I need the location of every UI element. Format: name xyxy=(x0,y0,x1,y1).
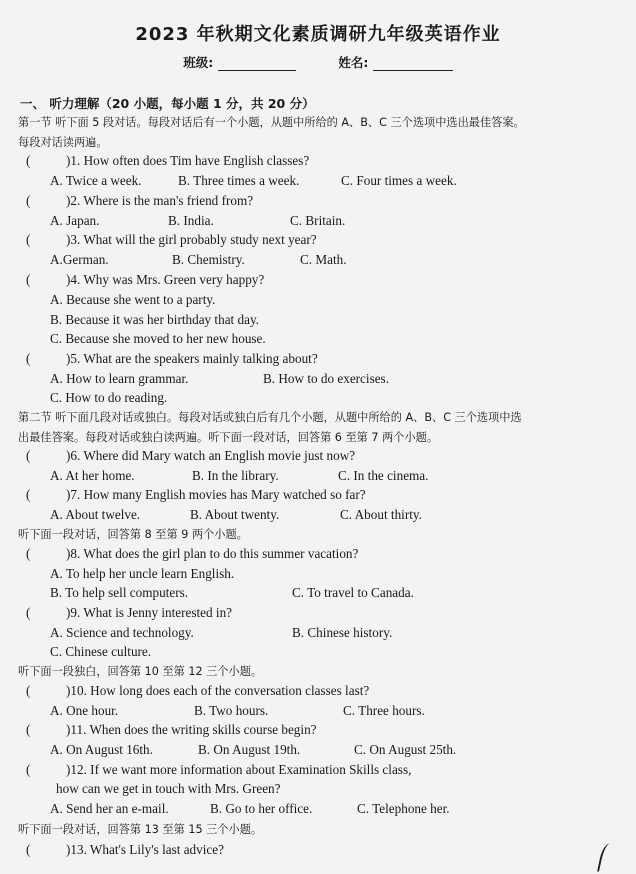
question-stem: )9. What is Jenny interested in? xyxy=(66,605,233,620)
option-b: B. Chinese history. xyxy=(292,625,393,640)
option-b: B. Three times a week. xyxy=(178,173,300,188)
question-5 xyxy=(26,351,318,367)
option-a: A. Send her an e-mail. xyxy=(50,801,169,816)
question-6 xyxy=(26,448,355,464)
option-a: A. Science and technology. xyxy=(50,625,194,640)
option-c: C. On August 25th. xyxy=(354,742,457,757)
option-a: A. Twice a week. xyxy=(50,173,142,188)
question-1 xyxy=(26,153,309,169)
question-stem: )5. What are the speakers mainly talking about? xyxy=(66,351,318,366)
answer-blank[interactable]: ( xyxy=(26,487,31,502)
question-9 xyxy=(26,605,232,621)
option-b: B. Go to her office. xyxy=(210,801,313,816)
question-stem: )6. Where did Mary watch an English movie just now? xyxy=(66,448,356,463)
answer-blank[interactable]: ( xyxy=(26,546,31,561)
question-stem: )4. Why was Mrs. Green very happy? xyxy=(66,272,265,287)
answer-blank[interactable]: ( xyxy=(26,448,31,463)
question-7 xyxy=(26,487,366,503)
student-info-row xyxy=(0,53,636,71)
section-heading: 一、 听力理解（20 小题，每小题 1 分，共 20 分） xyxy=(20,96,315,111)
question-12 xyxy=(26,762,411,778)
option-b: B. India. xyxy=(168,213,214,228)
question-stem: )11. When does the writing skills course begin? xyxy=(66,722,317,737)
option-c: C. About thirty. xyxy=(340,507,422,522)
option-b: B. On August 19th. xyxy=(198,742,301,757)
option-a: A. To help her uncle learn English. xyxy=(50,566,235,581)
question-stem: )3. What will the girl probably study next year? xyxy=(66,232,317,247)
pen-mark xyxy=(597,842,615,874)
option-c: C. Britain. xyxy=(290,213,346,228)
option-c: C. Telephone her. xyxy=(357,801,450,816)
answer-blank[interactable]: ( xyxy=(26,232,31,247)
name-field[interactable] xyxy=(373,70,453,71)
option-c: C. In the cinema. xyxy=(338,468,429,483)
option-b: B. About twenty. xyxy=(190,507,280,522)
option-b: B. In the library. xyxy=(192,468,279,483)
answer-blank[interactable]: ( xyxy=(26,683,31,698)
option-c: C. Chinese culture. xyxy=(50,644,152,659)
answer-blank[interactable]: ( xyxy=(26,722,31,737)
name-label: 姓名: xyxy=(338,55,369,70)
option-c: C. Three hours. xyxy=(343,703,425,718)
option-a: A.German. xyxy=(50,252,109,267)
question-8 xyxy=(26,546,358,562)
option-a: A. On August 16th. xyxy=(50,742,153,757)
question-2 xyxy=(26,193,253,209)
question-stem: )12. If we want more information about Examination Skills class, xyxy=(66,762,412,777)
option-a: A. At her home. xyxy=(50,468,135,483)
option-c: C. Math. xyxy=(300,252,347,267)
answer-blank[interactable]: ( xyxy=(26,153,31,168)
question-stem: )7. How many English movies has Mary watched so far? xyxy=(66,487,366,502)
option-a: A. How to learn grammar. xyxy=(50,371,189,386)
question-stem: )8. What does the girl plan to do this summer vacation? xyxy=(66,546,359,561)
question-stem: )2. Where is the man's friend from? xyxy=(66,193,254,208)
question-13 xyxy=(26,842,224,858)
question-stem: )10. How long does each of the conversation classes last? xyxy=(66,683,370,698)
instruction-q8-q9: 听下面一段对话，回答第 8 至第 9 两个小题。 xyxy=(18,528,248,541)
instruction-q10-q12: 听下面一段独白，回答第 10 至第 12 三个小题。 xyxy=(18,665,263,678)
option-a: A. Japan. xyxy=(50,213,100,228)
answer-blank[interactable]: ( xyxy=(26,351,31,366)
option-b: B. How to do exercises. xyxy=(263,371,389,386)
option-b: B. Chemistry. xyxy=(172,252,245,267)
option-c: C. How to do reading. xyxy=(50,390,168,405)
instruction-q13-q15: 听下面一段对话，回答第 13 至第 15 三个小题。 xyxy=(18,823,263,836)
answer-blank[interactable]: ( xyxy=(26,762,31,777)
option-b: B. Because it was her birthday that day. xyxy=(50,312,259,327)
option-a: A. One hour. xyxy=(50,703,119,718)
answer-blank[interactable]: ( xyxy=(26,605,31,620)
class-label: 班级: xyxy=(183,55,214,70)
answer-blank[interactable]: ( xyxy=(26,193,31,208)
question-10 xyxy=(26,683,369,699)
option-a: A. About twelve. xyxy=(50,507,141,522)
question-3 xyxy=(26,232,317,248)
option-c: C. Because she moved to her new house. xyxy=(50,331,266,346)
answer-blank[interactable]: ( xyxy=(26,272,31,287)
class-field[interactable] xyxy=(218,70,296,71)
question-11 xyxy=(26,722,317,738)
page-title: 2023 年秋期文化素质调研九年级英语作业 xyxy=(135,24,501,45)
part2-instruction: 第二节 听下面几段对话或独白。每段对话或独白后有几个小题，从题中所给的 A、B、C 三个选项中选 xyxy=(18,411,522,424)
part1-instruction: 第一节 听下面 5 段对话。每段对话后有一个小题，从题中所给的 A、B、C 三个选项中选出最佳答案。 xyxy=(18,116,525,129)
answer-blank[interactable]: ( xyxy=(26,842,31,857)
question-stem: )13. What's Lily's last advice? xyxy=(66,842,224,857)
option-c: C. Four times a week. xyxy=(341,173,457,188)
part1-instruction-cont: 每段对话读两遍。 xyxy=(18,136,108,149)
part2-instruction-cont: 出最佳答案。每段对话或独白读两遍。听下面一段对话，回答第 6 至第 7 两个小题。 xyxy=(18,431,439,444)
question-4 xyxy=(26,272,264,288)
option-b: B. Two hours. xyxy=(194,703,269,718)
option-a: A. Because she went to a party. xyxy=(50,292,216,307)
question-stem-cont: how can we get in touch with Mrs. Green? xyxy=(56,781,281,796)
option-b: B. To help sell computers. xyxy=(50,585,189,600)
option-c: C. To travel to Canada. xyxy=(292,585,414,600)
question-stem: )1. How often does Tim have English classes? xyxy=(66,153,310,168)
